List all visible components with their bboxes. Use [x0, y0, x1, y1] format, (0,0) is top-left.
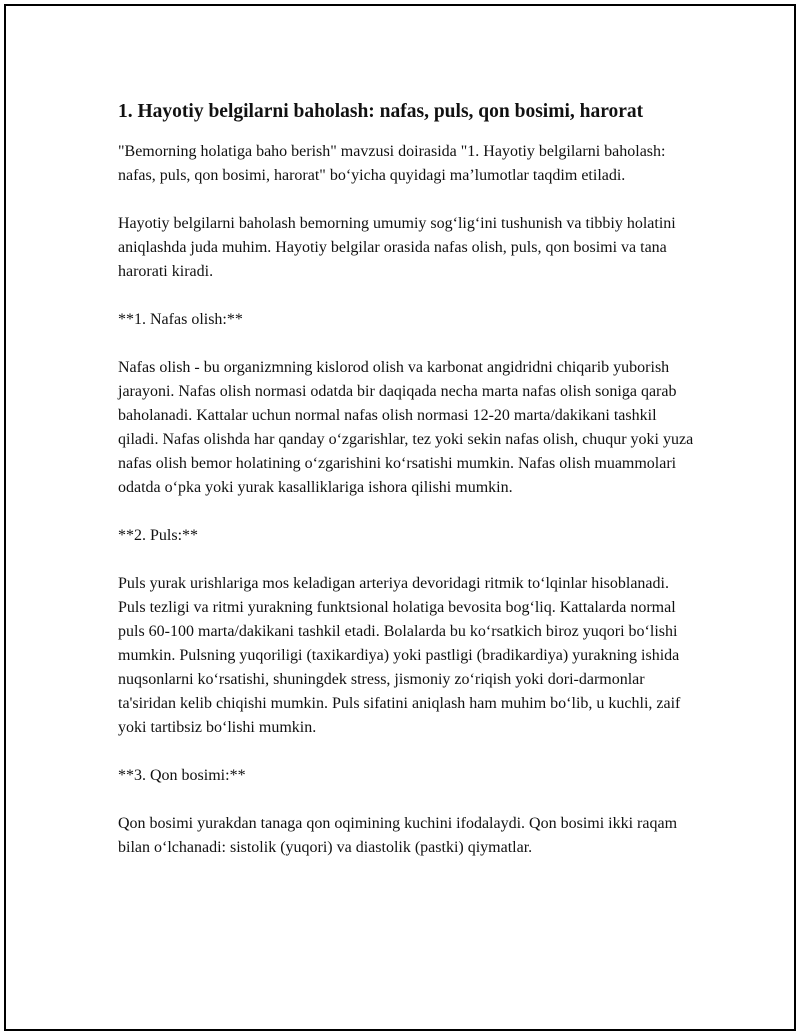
- document-body: [118, 100, 698, 884]
- blood-pressure-paragraph: Qon bosimi yurakdan tanaga qon oqimining kuchini ifodalaydi. Qon bosimi ikki raqam bilan o‘lchanadi: sistolik (yuqori) va diastolik (pastki) qiymatlar.: [118, 815, 678, 856]
- section-heading-blood-pressure: **3. Qon bosimi:**: [118, 767, 246, 784]
- section-heading-pulse: **2. Puls:**: [118, 527, 199, 544]
- document-page: [4, 4, 796, 1031]
- intro-paragraph: "Bemorning holatiga baho berish" mavzusi doirasida "1. Hayotiy belgilarni baholash: nafas, puls, qon bosimi, harorat" bo‘yicha quyidagi ma’lumotlar taqdim etiladi.: [118, 143, 666, 184]
- pulse-paragraph: Puls yurak urishlariga mos keladigan arteriya devoridagi ritmik to‘lqinlar hisoblanadi. Puls tezligi va ritmi yurakning funktsional holatiga bevosita bog‘liq. Kattalarda normal puls 60-100 marta/dakikani tashkil etadi. Bolalarda bu ko‘rsatkich biroz yuqori bo‘lishi mumkin. Pulsning yuqoriligi (taxikardiya) yoki pastligi (bradikardiya) yurakning ishida nuqsonlarni ko‘rsatishi, shuningdek stress, jismoniy zo‘riqish yoki dori-darmonlar ta'siridan kelib chiqishi mumkin. Puls sifatini aniqlash ham muhim bo‘lib, u kuchli, zaif yoki tartibsiz bo‘lishi mumkin.: [118, 575, 681, 736]
- overview-paragraph: Hayotiy belgilarni baholash bemorning umumiy sog‘lig‘ini tushunish va tibbiy holatini aniqlashda juda muhim. Hayotiy belgilar orasida nafas olish, puls, qon bosimi va tana harorati kiradi.: [118, 215, 676, 280]
- breathing-paragraph: Nafas olish - bu organizmning kislorod olish va karbonat angidridni chiqarib yuborish jarayoni. Nafas olish normasi odatda bir daqiqada necha marta nafas olish soniga qarab baholanadi. Kattalar uchun normal nafas olish normasi 12-20 marta/dakikani tashkil qiladi. Nafas olishda har qanday o‘zgarishlar, tez yoki sekin nafas olish, chuqur yoki yuza nafas olish bemor holatining o‘zgarishini ko‘rsatishi mumkin. Nafas olish muammolari odatda o‘pka yoki yurak kasalliklariga ishora qilishi mumkin.: [118, 359, 694, 496]
- section-heading-breathing: **1. Nafas olish:**: [118, 311, 243, 328]
- document-title: 1. Hayotiy belgilarni baholash: nafas, puls, qon bosimi, harorat: [118, 101, 644, 122]
